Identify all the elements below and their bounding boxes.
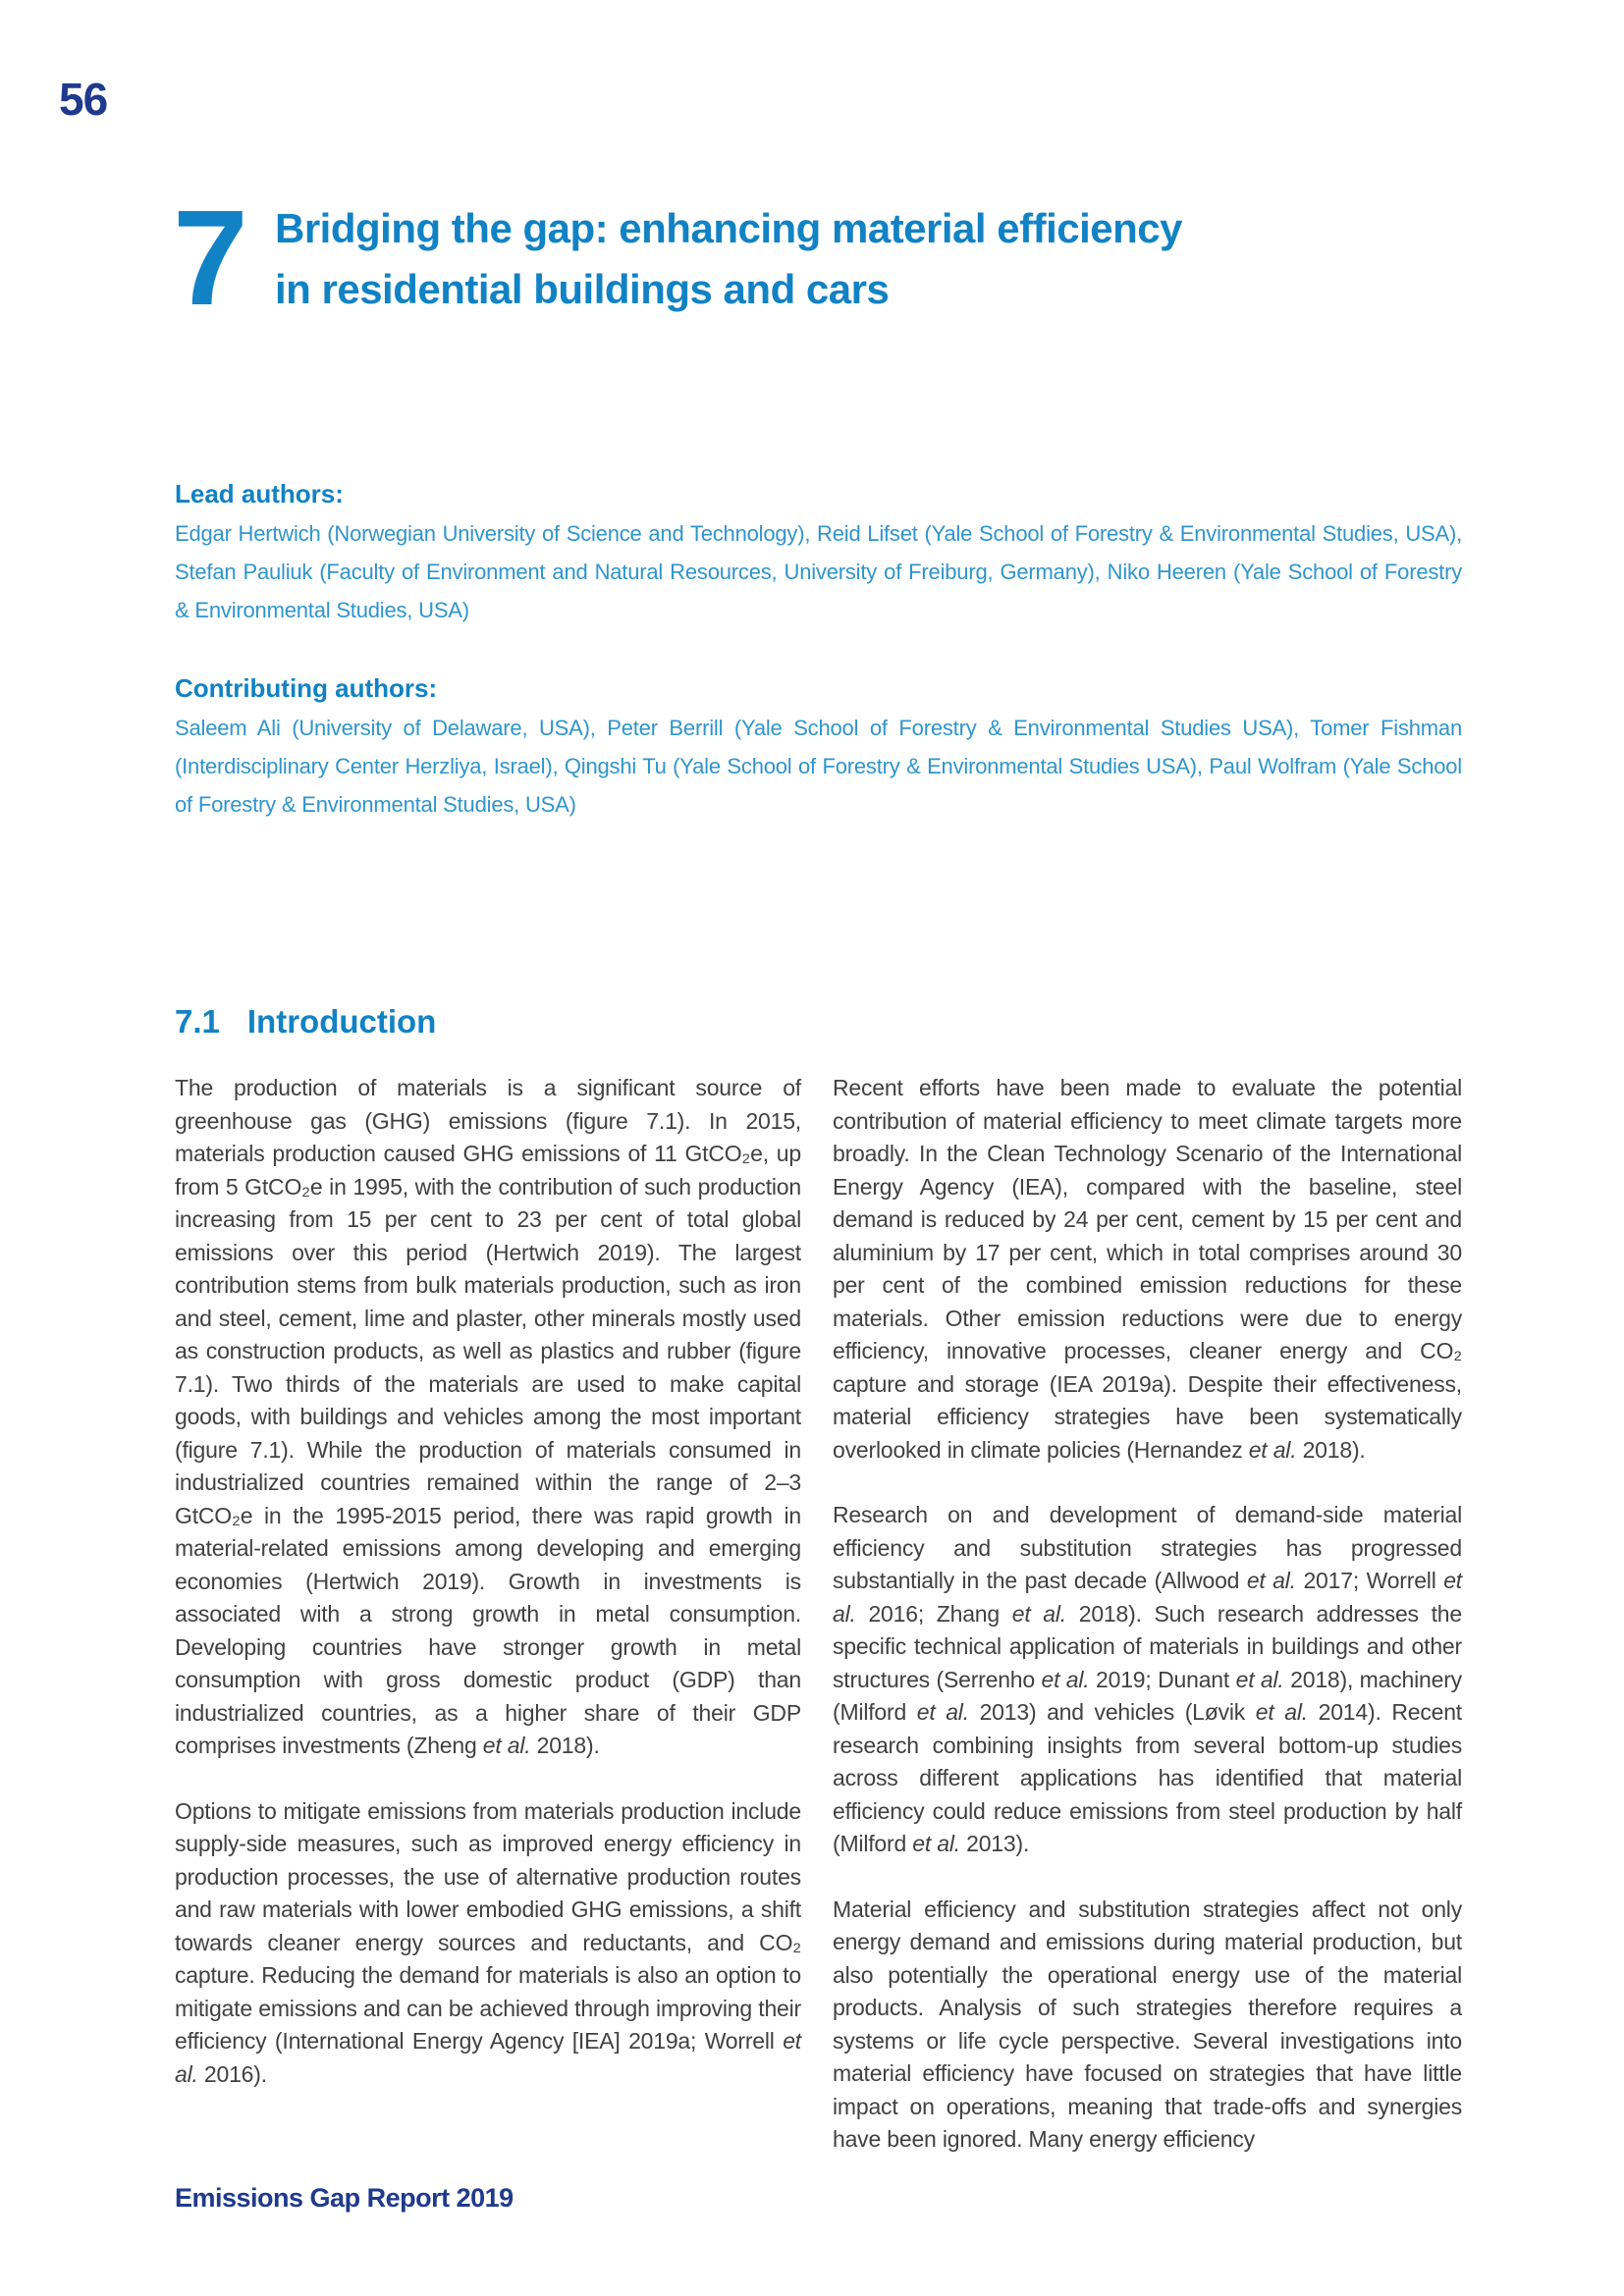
- paragraph-materials-production: The production of materials is a significant source of greenhouse gas (GHG) emissions (figure 7.1). In 2015, materials production caused GHG emissions of 11 GtCO₂e, up from 5 GtCO₂e in 1995, with the contribution of such production increasing from 15 per cent to 23 per cent of total global emissions over this period (Hertwich 2019). The largest contribution stems from bulk materials production, such as iron and steel, cement, lime and plaster, other minerals mostly used as construction products, as well as plastics and rubber (figure 7.1). Two thirds of the materials are used to make capital goods, with buildings and vehicles among the most important (figure 7.1). While the production of materials consumed in industrialized countries remained within the range of 2–3 GtCO₂e in the 1995-2015 period, there was rapid growth in material-related emissions among developing and emerging economies (Hertwich 2019). Growth in investments is associated with a strong growth in metal consumption. Developing countries have stronger growth in metal consumption with gross domestic product (GDP) than industrialized countries, as a higher share of their GDP comprises investments (Zheng et al. 2018).: [175, 1075, 801, 1758]
- chapter-title: [275, 198, 1492, 320]
- lead-authors-heading: Lead authors:: [175, 479, 344, 508]
- body-column-right: [833, 1072, 1462, 2189]
- page-number: 56: [59, 74, 108, 125]
- chapter-title-line1: Bridging the gap: enhancing material efficiency: [275, 205, 1183, 251]
- section-number: 7.1: [175, 1003, 220, 1040]
- paragraph-mitigation-options: Options to mitigate emissions from materials production include supply-side measures, such as improved energy efficiency in production processes, the use of alternative production routes and raw materials with lower embodied GHG emissions, a shift towards cleaner energy sources and reductants, and CO₂ capture. Reducing the demand for materials is also an option to mitigate emissions and can be achieved through improving their efficiency (International Energy Agency [IEA] 2019a; Worrell et al. 2016).: [175, 1797, 801, 2087]
- body-column-left: [175, 1072, 801, 2123]
- paragraph-research-development: Research on and development of demand-side material efficiency and substitution strategies has progressed substantially in the past decade (Allwood et al. 2017; Worrell et al. 2016; Zhang et al. 2018). Such research addresses the specific technical application of materials in buildings and other structures (Serrenho et al. 2019; Dunant et al. 2018), machinery (Milford et al. 2013) and vehicles (Løvik et al. 2014). Recent research combining insights from several bottom-up studies across different applications has identified that material efficiency could reduce emissions from steel production by half (Milford et al. 2013).: [833, 1502, 1462, 1856]
- paragraph-recent-efforts: Recent efforts have been made to evaluate the potential contribution of material efficiency to meet climate targets more broadly. In the Clean Technology Scenario of the International Energy Agency (IEA), compared with the baseline, steel demand is reduced by 24 per cent, cement by 15 per cent and aluminium by 17 per cent, which in total comprises around 30 per cent of the combined emission reductions for these materials. Other emission reductions were due to energy efficiency, innovative processes, cleaner energy and CO₂ capture and storage (IEA 2019a). Despite their effectiveness, material efficiency strategies have been systematically overlooked in climate policies (Hernandez et al. 2018).: [833, 1075, 1462, 1463]
- chapter-title-line2: in residential buildings and cars: [275, 266, 890, 312]
- chapter-number: 7: [173, 183, 248, 334]
- paragraph-material-efficiency-strategies: Material efficiency and substitution strategies affect not only energy demand and emissions during material production, but also potentially the operational energy use of the material products. Analysis of such strategies therefore requires a systems or life cycle perspective. Several investigations into material efficiency have focused on strategies that have little impact on operations, meaning that trade-offs and synergies have been ignored. Many energy efficiency: [833, 1896, 1462, 2152]
- lead-authors-text: Edgar Hertwich (Norwegian University of Science and Technology), Reid Lifset (Yale School of Forestry & Environmental Studies, USA), Stefan Pauliuk (Faculty of Environment and Natural Resources, University of Freiburg, Germany), Niko Heeren (Yale School of Forestry & Environmental Studies, USA): [175, 521, 1462, 622]
- contributing-authors-heading: Contributing authors:: [175, 673, 438, 703]
- section-title: Introduction: [246, 1003, 437, 1040]
- footer-report-title: Emissions Gap Report 2019: [175, 2183, 514, 2213]
- contributing-authors-text: Saleem Ali (University of Delaware, USA), Peter Berrill (Yale School of Forestry & Environmental Studies USA), Tomer Fishman (Interdisciplinary Center Herzliya, Israel), Qingshi Tu (Yale School of Forestry & Environmental Studies USA), Paul Wolfram (Yale School of Forestry & Environmental Studies, USA): [175, 716, 1462, 817]
- section-heading: [175, 1003, 436, 1041]
